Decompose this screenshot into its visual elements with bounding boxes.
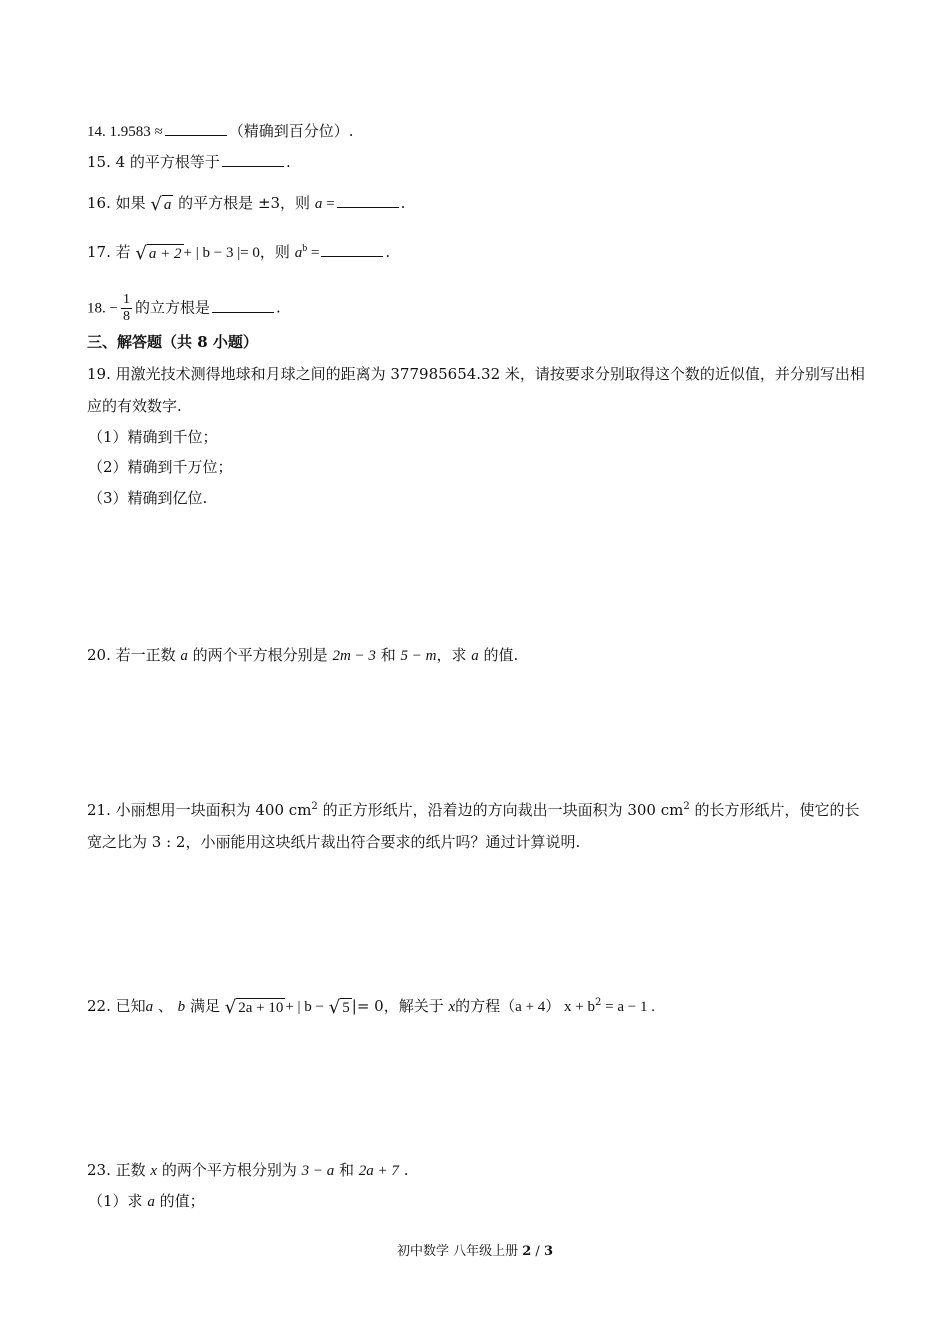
q20-expr-1: 2m − 3 [332, 648, 376, 664]
question-20 [87, 645, 518, 666]
q20-var-a-2: a [471, 648, 479, 664]
q22-prefix: 22. 已知 [87, 997, 146, 1015]
q17-radicand: a + 2 [148, 245, 182, 262]
question-16 [87, 193, 405, 214]
q23-part-1-var: a [147, 1194, 155, 1210]
section-3-heading: 三、解答题（共 8 小题） [87, 333, 258, 351]
q20-var-a: a [180, 648, 188, 664]
question-15 [87, 152, 291, 172]
q16-prefix: 16. 如果 [87, 194, 146, 212]
q16-sqrt: √ a [150, 193, 172, 215]
q14-note: （精确到百分位）. [228, 122, 354, 140]
question-18 [87, 292, 281, 325]
q17-prefix: 17. 若 [87, 243, 131, 261]
q21-square-2: 2 [683, 801, 690, 812]
q18-denominator: 8 [122, 309, 130, 324]
footer-separator: / [531, 1244, 544, 1259]
q20-text-a: 20. 若一正数 [87, 646, 181, 664]
q23-text-d: . [398, 1161, 409, 1179]
q15-end: . [285, 153, 291, 171]
q18-prefix: 18. − [87, 300, 118, 317]
q18-text: 的立方根是 [134, 298, 210, 317]
q19-part-2: （2）精确到千万位； [88, 458, 233, 476]
q16-radicand: a [163, 196, 172, 213]
question-23 [87, 1160, 408, 1181]
question-21 [87, 794, 867, 858]
q20-text-c: 和 [375, 646, 401, 664]
q17-end: . [385, 243, 391, 261]
footer-text: 初中数学 八年级上册 [396, 1244, 523, 1259]
q17-sqrt: √ a + 2 [135, 242, 182, 264]
q22-radicand-1: 2a + 10 [238, 999, 284, 1016]
q22-middle: 满足 [185, 997, 220, 1015]
q15-text: 15. 4 的平方根等于 [87, 153, 220, 171]
footer-page: 2 [522, 1244, 532, 1259]
q21-text-b: 的正方形纸片，沿着边的方向裁出一块面积为 300 cm [317, 801, 684, 819]
q22-square: 2 [595, 997, 602, 1008]
q22-sqrt-2: √ 5 [328, 996, 350, 1018]
q23-part-1 [88, 1191, 205, 1212]
q18-end: . [275, 298, 281, 317]
q18-numerator: 1 [122, 292, 130, 307]
footer-total: 3 [543, 1244, 553, 1259]
q18-fraction [121, 292, 132, 325]
q22-sqrt-1: √ 2a + 10 [224, 996, 284, 1018]
q20-text-d: ，求 [436, 646, 472, 664]
q21-text-a: 21. 小丽想用一块面积为 400 cm [87, 801, 312, 819]
q23-text-a: 23. 正数 [87, 1161, 151, 1179]
q14-blank [165, 121, 227, 136]
q23-part-1-a: （1）求 [88, 1192, 148, 1210]
question-22 [87, 996, 655, 1017]
q20-expr-2: 5 − m [400, 648, 437, 664]
q19-part-1: （1）精确到千位； [88, 428, 218, 446]
q23-part-1-b: 的值； [154, 1192, 205, 1210]
q23-expr-1: 3 − a [301, 1163, 335, 1179]
q22-middle-3: |= 0，解关于 [351, 997, 444, 1015]
q16-equals: = [322, 196, 335, 212]
q22-var-a: a [145, 999, 154, 1015]
q16-middle: 的平方根是 ±3，则 [178, 194, 311, 212]
q17-blank [321, 242, 383, 257]
q14-number: 14. 1.9583 ≈ [87, 124, 163, 140]
q20-text-e: 的值. [478, 646, 519, 664]
q16-variable: a [314, 196, 323, 212]
q22-separator: 、 [153, 997, 178, 1015]
q20-text-b: 的两个平方根分别是 [187, 646, 333, 664]
q23-var-x: x [150, 1163, 158, 1179]
q22-equation: 的方程（a + 4） x + b [455, 999, 595, 1015]
question-14 [87, 121, 354, 142]
q22-equation-end: = a − 1 . [601, 999, 655, 1015]
q22-var-b: b [177, 999, 186, 1015]
q16-end: . [400, 194, 406, 212]
q23-text-b: 的两个平方根分别为 [157, 1161, 302, 1179]
question-17 [87, 242, 390, 263]
q23-expr-2: 2a + 7 [358, 1163, 399, 1179]
q22-var-x: x [448, 999, 456, 1015]
q15-blank [222, 152, 284, 167]
q21-square-1: 2 [311, 801, 318, 812]
q17-base: a [294, 245, 303, 261]
q21-text-c: 的长方形纸片，使它的长宽之比为 3 : 2，小丽能用这块纸片裁出符合要求的纸片吗？通过计算说明. [87, 801, 860, 851]
question-19: 19. 用激光技术测得地球和月球之间的距离为 377985654.32 米，请按要求分别取得这个数的近似值，并分别写出相应的有效数字. [87, 365, 865, 415]
q23-text-c: 和 [334, 1161, 359, 1179]
page-footer [0, 1243, 950, 1261]
q17-exponent: b [302, 243, 308, 254]
q22-middle-2: + | b − [285, 999, 325, 1015]
q22-radicand-2: 5 [342, 999, 350, 1016]
q16-blank [337, 193, 399, 208]
q18-blank [212, 298, 274, 313]
q17-equals: = [307, 245, 320, 261]
q17-middle: + | b − 3 |= 0，则 [183, 245, 290, 261]
q19-part-3: （3）精确到亿位. [88, 489, 208, 507]
